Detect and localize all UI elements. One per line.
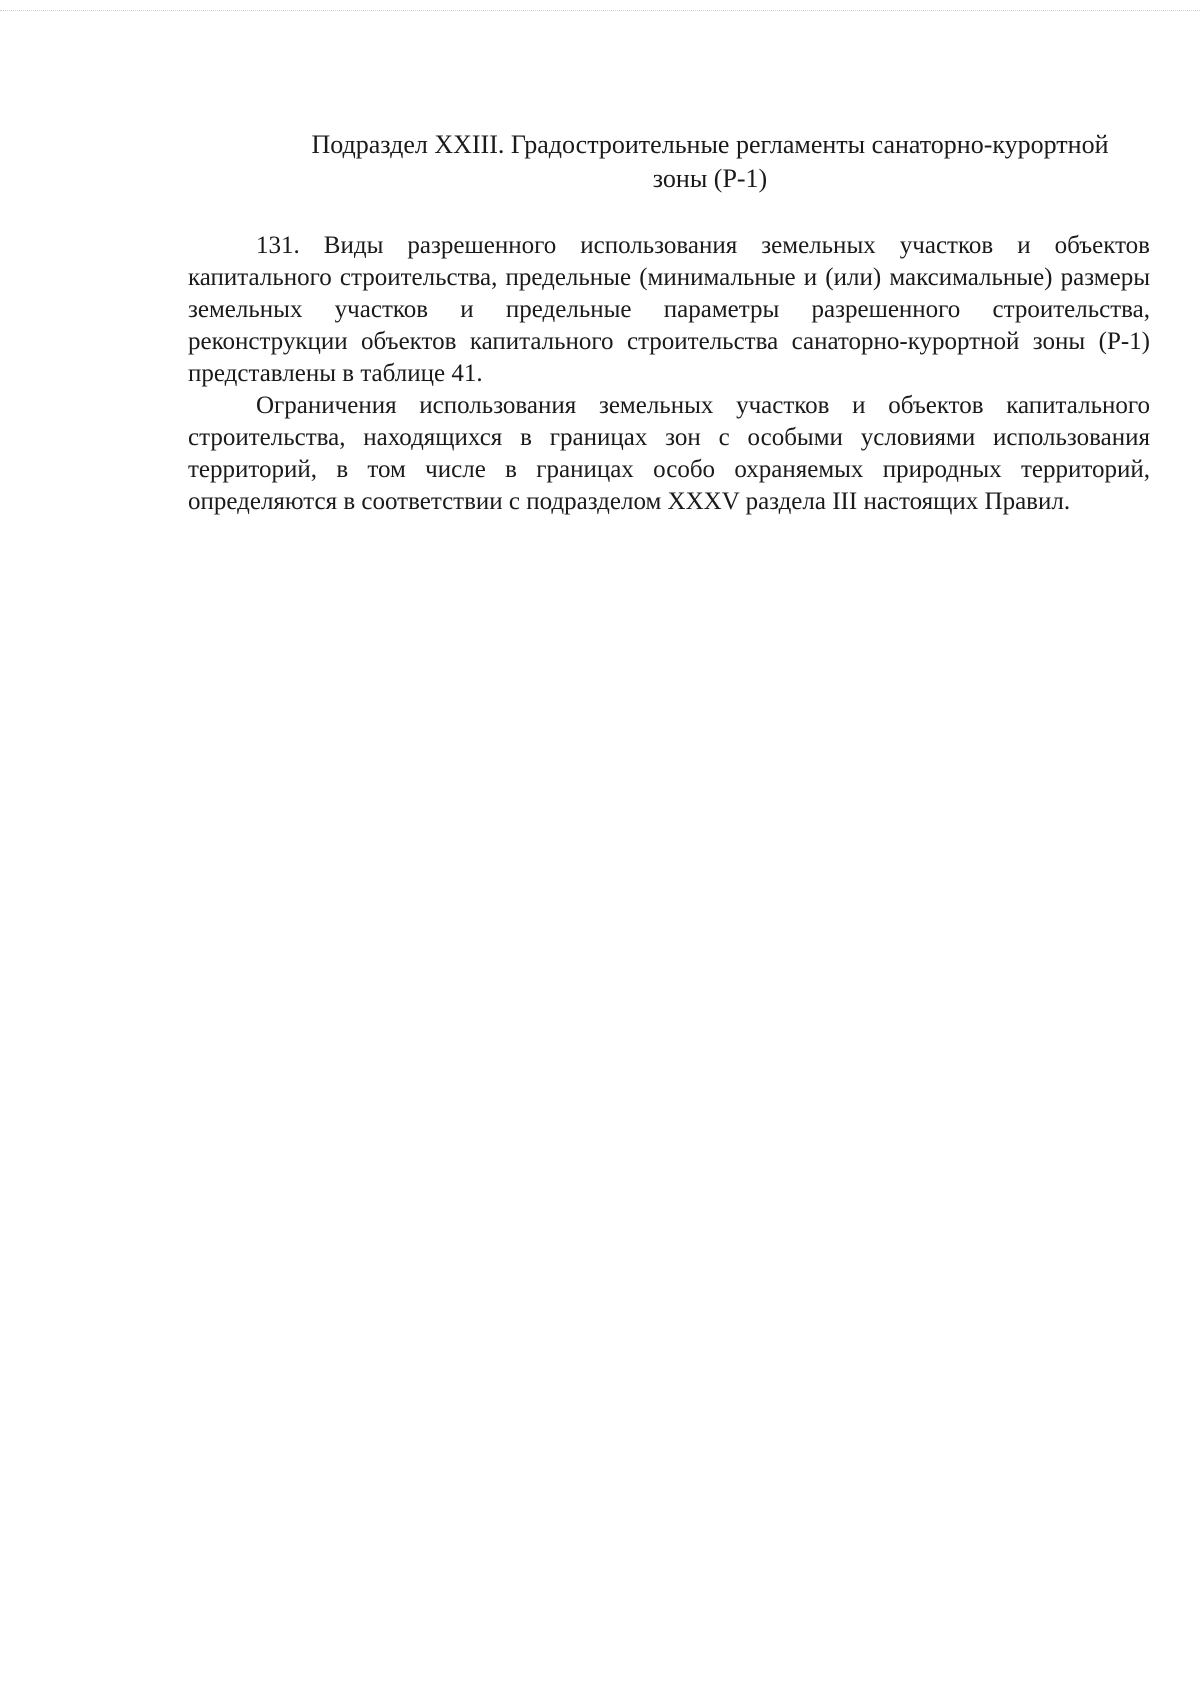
section-heading (270, 128, 1150, 196)
heading-line-2: зоны (Р-1) (652, 164, 768, 193)
paragraph-131: 131. Виды разрешенного использования земельных участков и объектов капитального строительства, предельные (минимальные и (или) максимальные) размеры земельных участков и предельные параметры разрешенного строительства, реконструкции объектов капитального строительства санаторно-курортной зоны (Р-1) представлены в таблице 41. (188, 232, 1150, 387)
scan-edge-line (0, 10, 1200, 11)
paragraph-restrictions: Ограничения использования земельных участков и объектов капитального строительства, находящихся в границах зон с особыми условиями использования территорий, в том числе в границах особо охраняемых природных территорий, определяются в соответствии с подразделом XXXV раздела III настоящих Правил. (188, 392, 1150, 515)
body-text (188, 230, 1150, 518)
heading-line-1: Подраздел XXIII. Градостроительные регламенты санаторно-курортной (311, 130, 1109, 159)
